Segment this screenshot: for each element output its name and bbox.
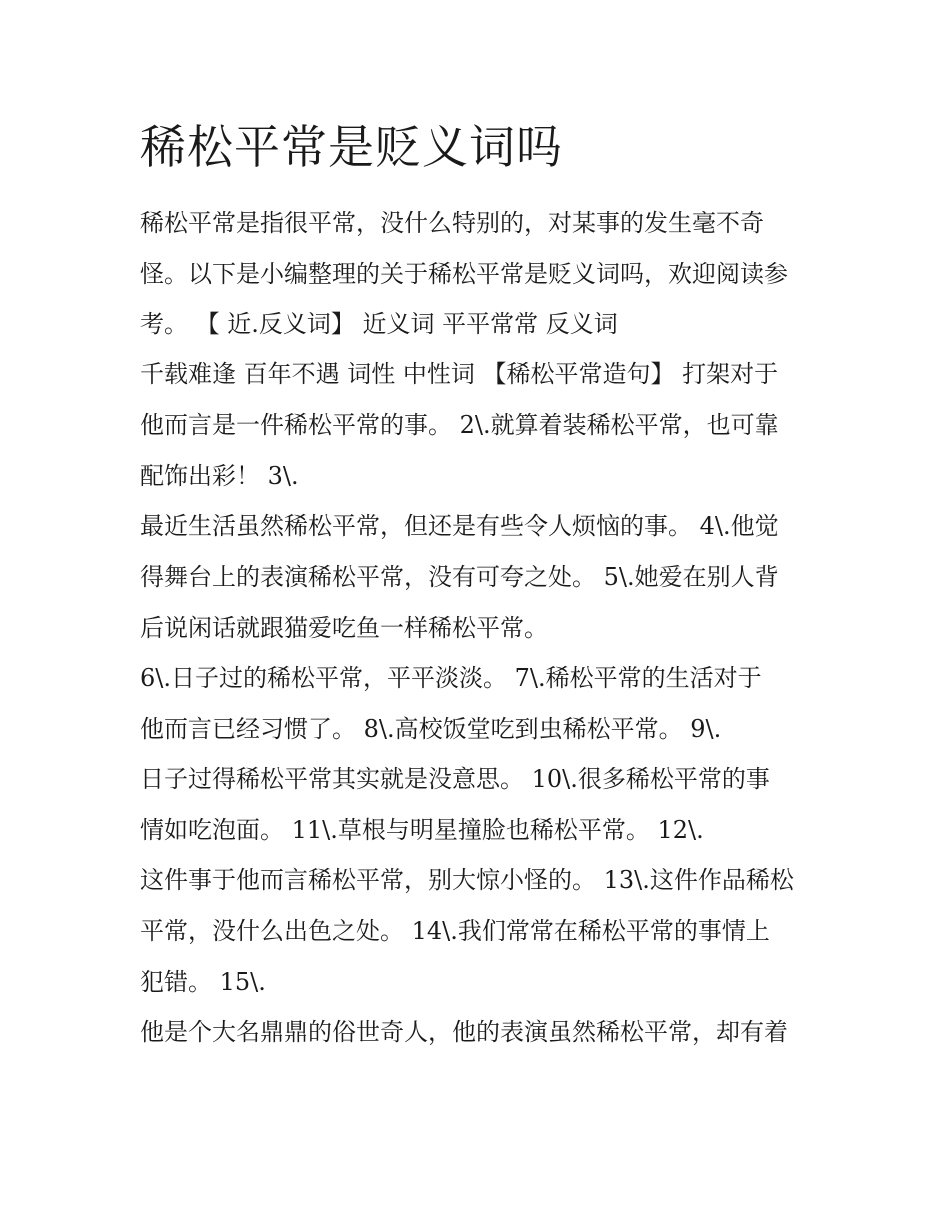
text-line: 千载难逢 百年不遇 词性 中性词 【稀松平常造句】 打架对于 — [140, 360, 779, 388]
text-line: 这件事于他而言稀松平常，别大惊小怪的。 13\.这件作品稀松 — [140, 866, 794, 894]
text-line: 犯错。 15\. — [140, 968, 266, 996]
page-title: 稀松平常是贬义词吗 — [140, 120, 563, 174]
text-line: 情如吃泡面。 11\.草根与明星撞脸也稀松平常。 12\. — [140, 816, 704, 844]
text-line: 稀松平常是指很平常，没什么特别的，对某事的发生毫不奇 — [140, 209, 764, 237]
text-line: 6\.日子过的稀松平常，平平淡淡。 7\.稀松平常的生活对于 — [140, 664, 762, 692]
text-line: 平常，没什么出色之处。 14\.我们常常在稀松平常的事情上 — [140, 917, 770, 945]
text-line: 配饰出彩！ 3\. — [140, 462, 299, 490]
text-line: 日子过得稀松平常其实就是没意思。 10\.很多稀松平常的事 — [140, 765, 770, 793]
text-line: 他而言是一件稀松平常的事。 2\.就算着装稀松平常，也可靠 — [140, 411, 779, 439]
text-line: 得舞台上的表演稀松平常，没有可夸之处。 5\.她爱在别人背 — [140, 563, 779, 591]
text-line: 考。 【 近.反义词】 近义词 平平常常 反义词 — [140, 310, 618, 338]
text-line: 最近生活虽然稀松平常，但还是有些令人烦恼的事。 4\.他觉 — [140, 512, 779, 540]
text-line: 他而言已经习惯了。 8\.高校饭堂吃到虫稀松平常。 9\. — [140, 715, 722, 743]
text-line: 后说闲话就跟猫爱吃鱼一样稀松平常。 — [140, 614, 548, 642]
text-line: 怪。以下是小编整理的关于稀松平常是贬义词吗，欢迎阅读参 — [140, 260, 788, 288]
text-line: 他是个大名鼎鼎的俗世奇人，他的表演虽然稀松平常，却有着 — [140, 1018, 788, 1046]
